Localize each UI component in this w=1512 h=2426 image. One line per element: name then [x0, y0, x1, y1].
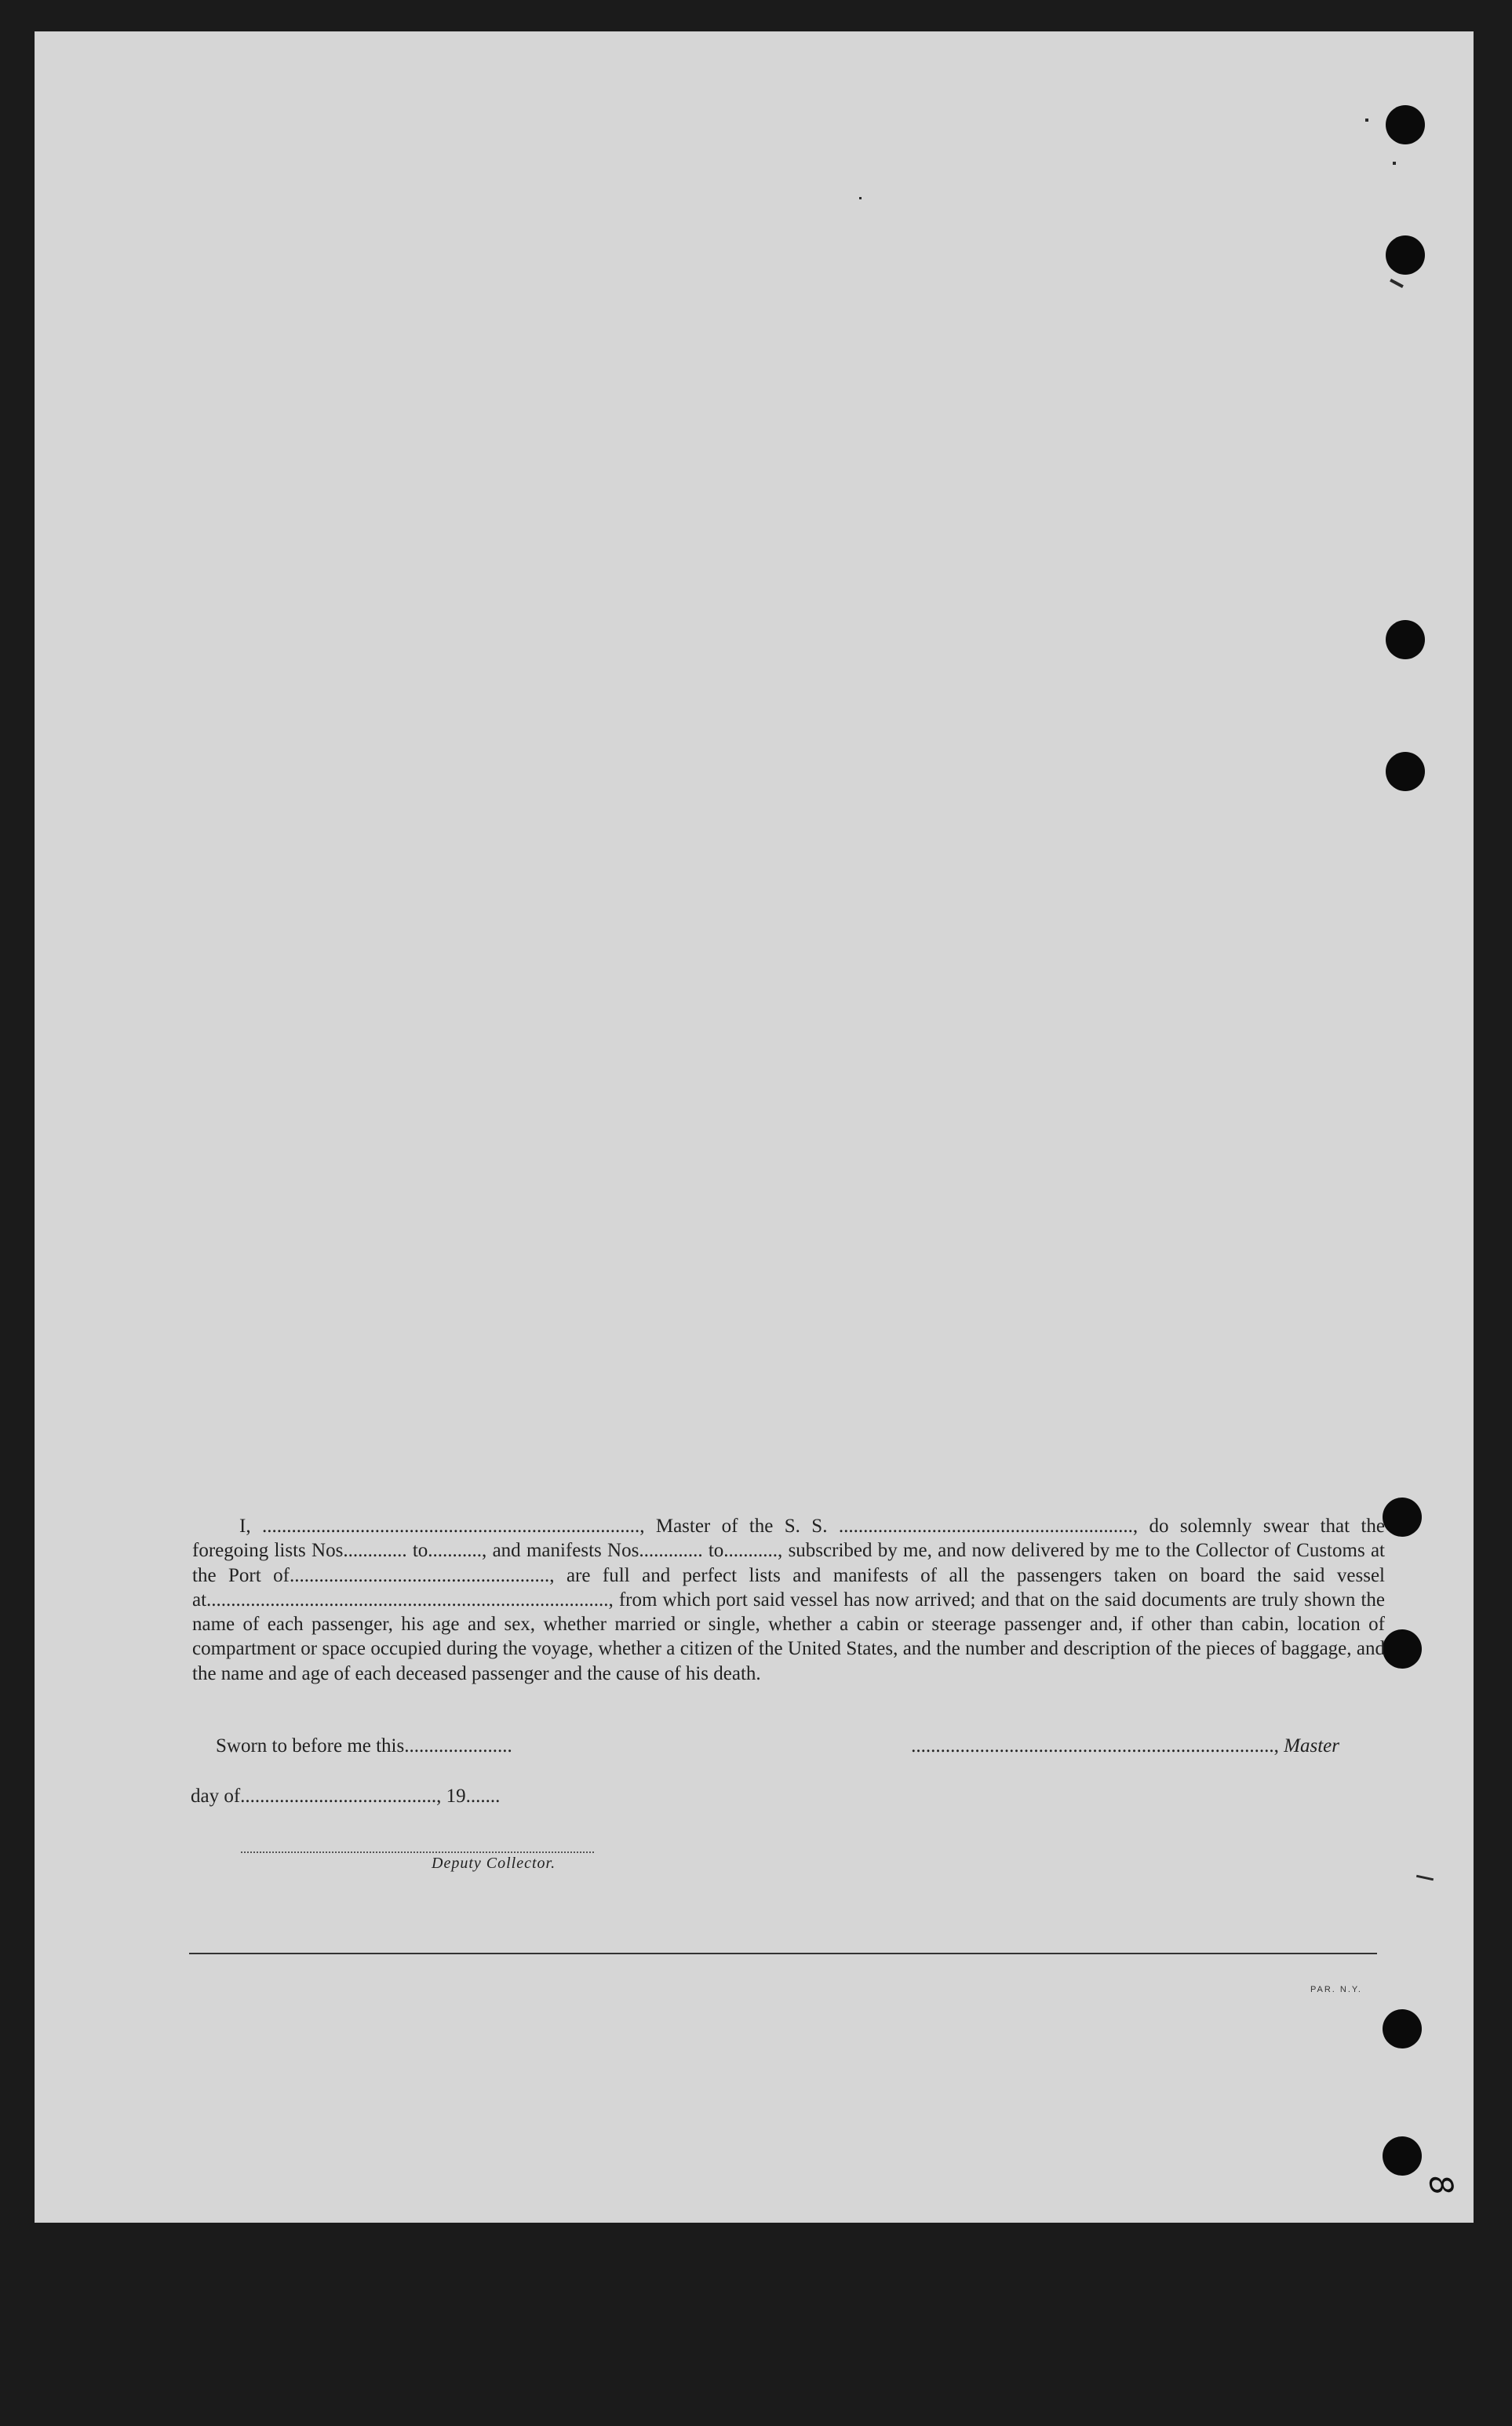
- master-oath-paragraph: I, ............................................................................., Master of the S. S. ............................................................, do solemnly swear that the foregoing lists Nos............. to..........., and manifests Nos............. to..........., subscribed by me, and now delivered by me to the Collector of Customs at the Port of....................................................., are full and perfect lists and manifests of all the passengers taken on board the said vessel at.................................................................................., from which port said vessel has now arrived; and that on the said documents are truly shown the name of each passenger, his age and sex, whether married or single, whether a cabin or steerage passenger and, if other than cabin, location of compartment or space occupied during the voyage, whether a citizen of the United States, and the number and description of the pieces of baggage, and the name and age of each deceased passenger and the cause of his death.: [192, 1516, 1385, 1684]
- punch-hole-5: [1383, 1498, 1422, 1537]
- master-signature-line: [911, 1735, 1339, 1757]
- handwritten-page-number: 8: [1420, 2172, 1460, 2198]
- bottom-divider: [189, 1953, 1377, 1954]
- deputy-signature-rule: [241, 1851, 594, 1853]
- speck-mark: [1393, 162, 1396, 165]
- master-label: Master: [1284, 1735, 1339, 1757]
- punch-hole-7: [1383, 2009, 1422, 2048]
- deputy-collector-label: Deputy Collector.: [432, 1855, 556, 1872]
- speck-mark: [1390, 279, 1404, 288]
- speck-mark: [859, 197, 862, 199]
- punch-hole-1: [1386, 105, 1425, 144]
- punch-hole-8: [1383, 2136, 1422, 2176]
- punch-hole-4: [1386, 752, 1425, 791]
- punch-hole-6: [1383, 1629, 1422, 1669]
- printer-mark: PAR. N.Y.: [1310, 1985, 1362, 1994]
- sworn-before-line: Sworn to before me this......................: [216, 1735, 512, 1757]
- punch-hole-3: [1386, 620, 1425, 659]
- master-signature-dots: ..........................................................................,: [911, 1735, 1279, 1757]
- document-page: [35, 31, 1474, 2223]
- speck-mark: [1416, 1875, 1434, 1881]
- day-date-line: day of........................................, 19.......: [191, 1786, 501, 1807]
- speck-mark: [1365, 119, 1368, 122]
- punch-hole-2: [1386, 235, 1425, 275]
